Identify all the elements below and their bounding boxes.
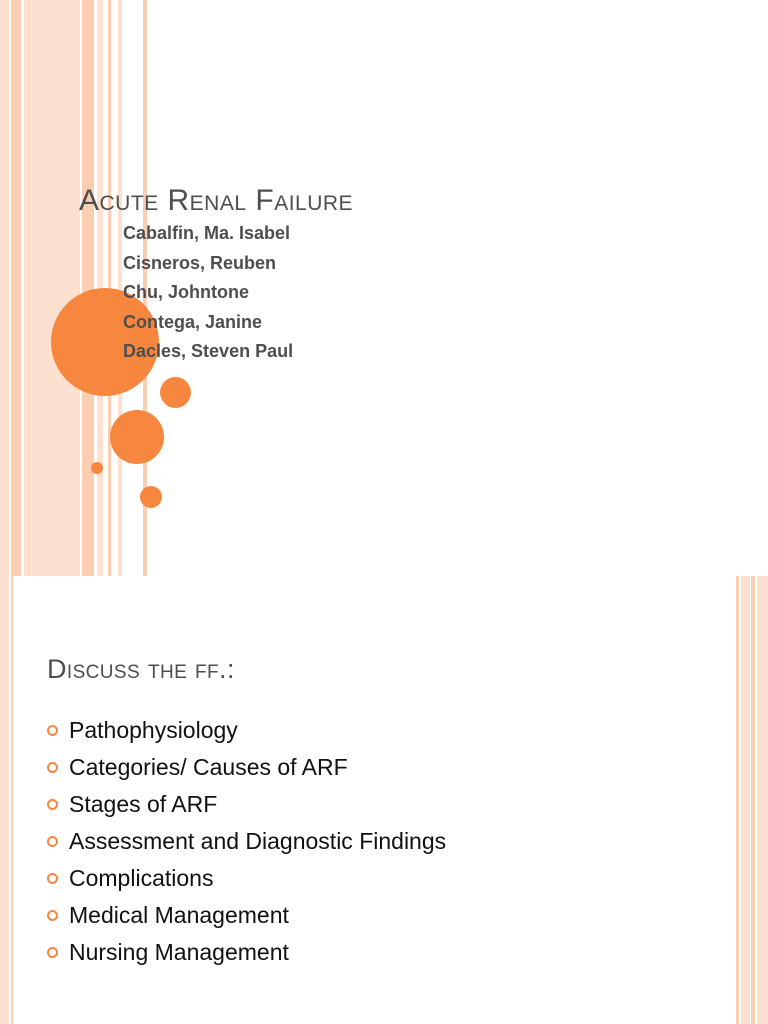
decorative-circle	[160, 377, 191, 408]
list-item-label: Complications	[69, 865, 214, 891]
topic-list	[47, 712, 446, 971]
decorative-stripe	[24, 0, 80, 576]
decorative-stripe	[11, 576, 13, 1024]
author-name: Cisneros, Reuben	[123, 252, 277, 273]
list-item	[47, 749, 446, 786]
list-item	[47, 934, 446, 971]
decorative-circle	[91, 462, 103, 474]
list-item-label: Medical Management	[69, 902, 289, 928]
slide-heading: Discuss the ff.:	[47, 654, 235, 684]
author-list	[123, 222, 293, 370]
list-item-label: Categories/ Causes of ARF	[69, 754, 348, 780]
bullet-ring-icon	[47, 836, 58, 847]
bullet-ring-icon	[47, 799, 58, 810]
bullet-ring-icon	[47, 947, 58, 958]
bullet-ring-icon	[47, 873, 58, 884]
decorative-stripe	[751, 576, 755, 1024]
decorative-stripe	[0, 0, 9, 576]
decorative-circle	[110, 410, 164, 464]
bullet-ring-icon	[47, 910, 58, 921]
list-item-label: Assessment and Diagnostic Findings	[69, 828, 447, 854]
list-item	[47, 786, 446, 823]
decorative-stripe	[757, 576, 768, 1024]
list-item-label: Stages of ARF	[69, 791, 218, 817]
bullet-ring-icon	[47, 762, 58, 773]
list-item	[47, 712, 446, 749]
list-item	[47, 823, 446, 860]
author-name: Dacles, Steven Paul	[123, 341, 294, 362]
author-name: Cabalfin, Ma. Isabel	[123, 223, 291, 243]
topics-slide	[0, 576, 768, 1024]
list-item-label: Nursing Management	[69, 939, 289, 965]
decorative-stripe	[0, 576, 9, 1024]
decorative-stripe	[118, 0, 122, 576]
list-item-label: Pathophysiology	[69, 717, 238, 743]
bullet-ring-icon	[47, 725, 58, 736]
decorative-stripe	[741, 576, 750, 1024]
decorative-stripe	[82, 0, 94, 576]
slide-title: Acute Renal Failure	[79, 184, 354, 217]
author-name: Contega, Janine	[123, 311, 263, 332]
decorative-stripe	[11, 0, 21, 576]
list-item	[47, 897, 446, 934]
decorative-stripe	[736, 576, 739, 1024]
decorative-circle	[140, 486, 162, 508]
list-item	[47, 860, 446, 897]
author-name: Chu, Johntone	[123, 282, 249, 303]
